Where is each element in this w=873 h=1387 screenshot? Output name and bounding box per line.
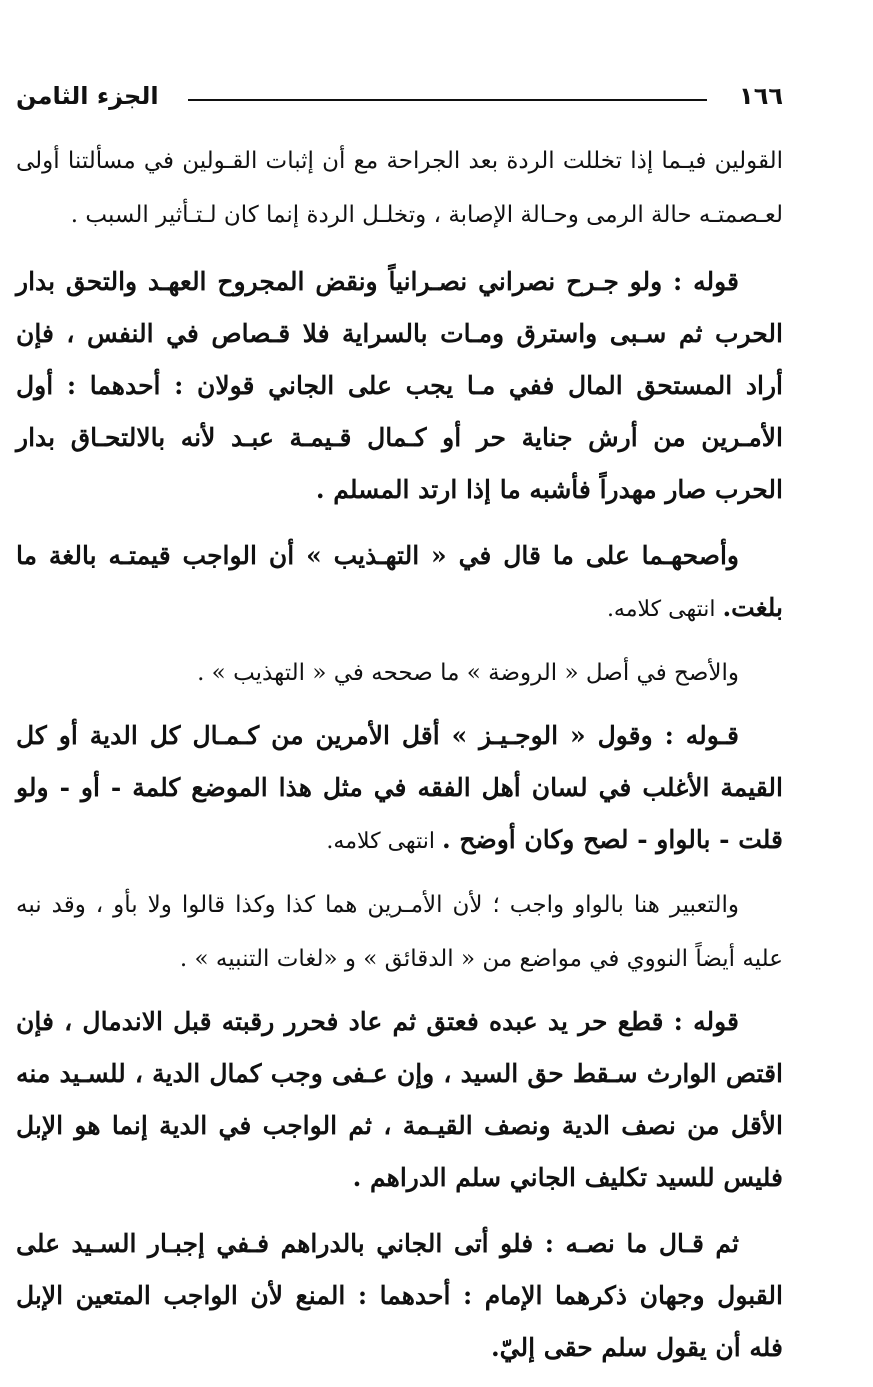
- paragraph-quote-5: ثم قـال ما نصـه : فلو أتى الجاني بالدراهم فـفي إجبـار السـيد على القبول وجهان ذكرهما الإمام : أحدهما : المنع لأن الواجب المتعين الإبل فله أن يقول سلم حقى إليّ.: [16, 1229, 783, 1362]
- paragraph-quote-3: [16, 710, 783, 868]
- page-number: ١٦٦: [739, 82, 783, 110]
- paragraph-continuation: القولين فيـما إذا تخللت الردة بعد الجراحة مع أن إثبات القـولين في مسألتنا أولى لعـصمتـه حالة الرمى وحـالة الإصابة ، وتخلـل الردة إنما كان لـتـأثير السبب .: [16, 148, 783, 228]
- book-page: [16, 0, 783, 1387]
- quote-2-tail: انتهى كلامه.: [606, 597, 723, 622]
- quote-2-text: وأصحهـما على ما قال في « التهـذيب » أن الواجب قيمتـه بالغة ما بلغت.: [16, 541, 783, 622]
- quote-3-tail: انتهى كلامه.: [326, 829, 442, 854]
- paragraph-quote-4: قوله : قطع حر يد عبده فعتق ثم عاد فحرر رقبته قبل الاندمال ، فإن اقتص الوارث سـقط حق السيد ، وإن عـفى وجب كمال الدية ، للسـيد منه الأقل من نصف الدية ونصف القيـمة ، ثم الواجب في الدية إنما هو الإبل فليس للسيد تكليف الجاني سلم الدراهم .: [16, 1007, 783, 1192]
- page-header: [16, 80, 783, 120]
- paragraph-quote-1: قوله : ولو جـرح نصراني نصـرانياً ونقض المجروح العهـد والتحق بدار الحرب ثم سـبى واسترق ومـات بالسراية فلا قـصاص في النفس ، فإن أراد المستحق المال ففي مـا يجب على الجاني قولان : أحدهما : أول الأمـرين من أرش جناية حر أو كـمال قـيمـة عبـد لأنه بالالتحـاق بدار الحرب صار مهدراً فأشبه ما إذا ارتد المسلم .: [16, 267, 783, 504]
- quote-3-text: قـوله : وقول « الوجـيـز » أقل الأمرين من كـمـال كل الدية أو كل القيمة الأغلب في لسان أهل الفقه في مثل هذا الموضع كلمة - أو - ولو قلت - بالواو - لصح وكان أوضح .: [16, 721, 783, 854]
- body-text: [16, 134, 783, 1374]
- paragraph-comment-1: والأصح في أصل « الروضة » ما صححه في « التهذيب » .: [197, 660, 739, 686]
- paragraph-comment-2: والتعبير هنا بالواو واجب ؛ لأن الأمـرين هما كذا وكذا قالوا ولا بأو ، وقد نبه عليه أيضاً النووي في مواضع من « الدقائق » و «لغات التنبيه » .: [16, 892, 783, 972]
- running-title: الجزء الثامن: [16, 82, 159, 110]
- paragraph-quote-2: [16, 530, 783, 636]
- header-rule: [188, 99, 707, 101]
